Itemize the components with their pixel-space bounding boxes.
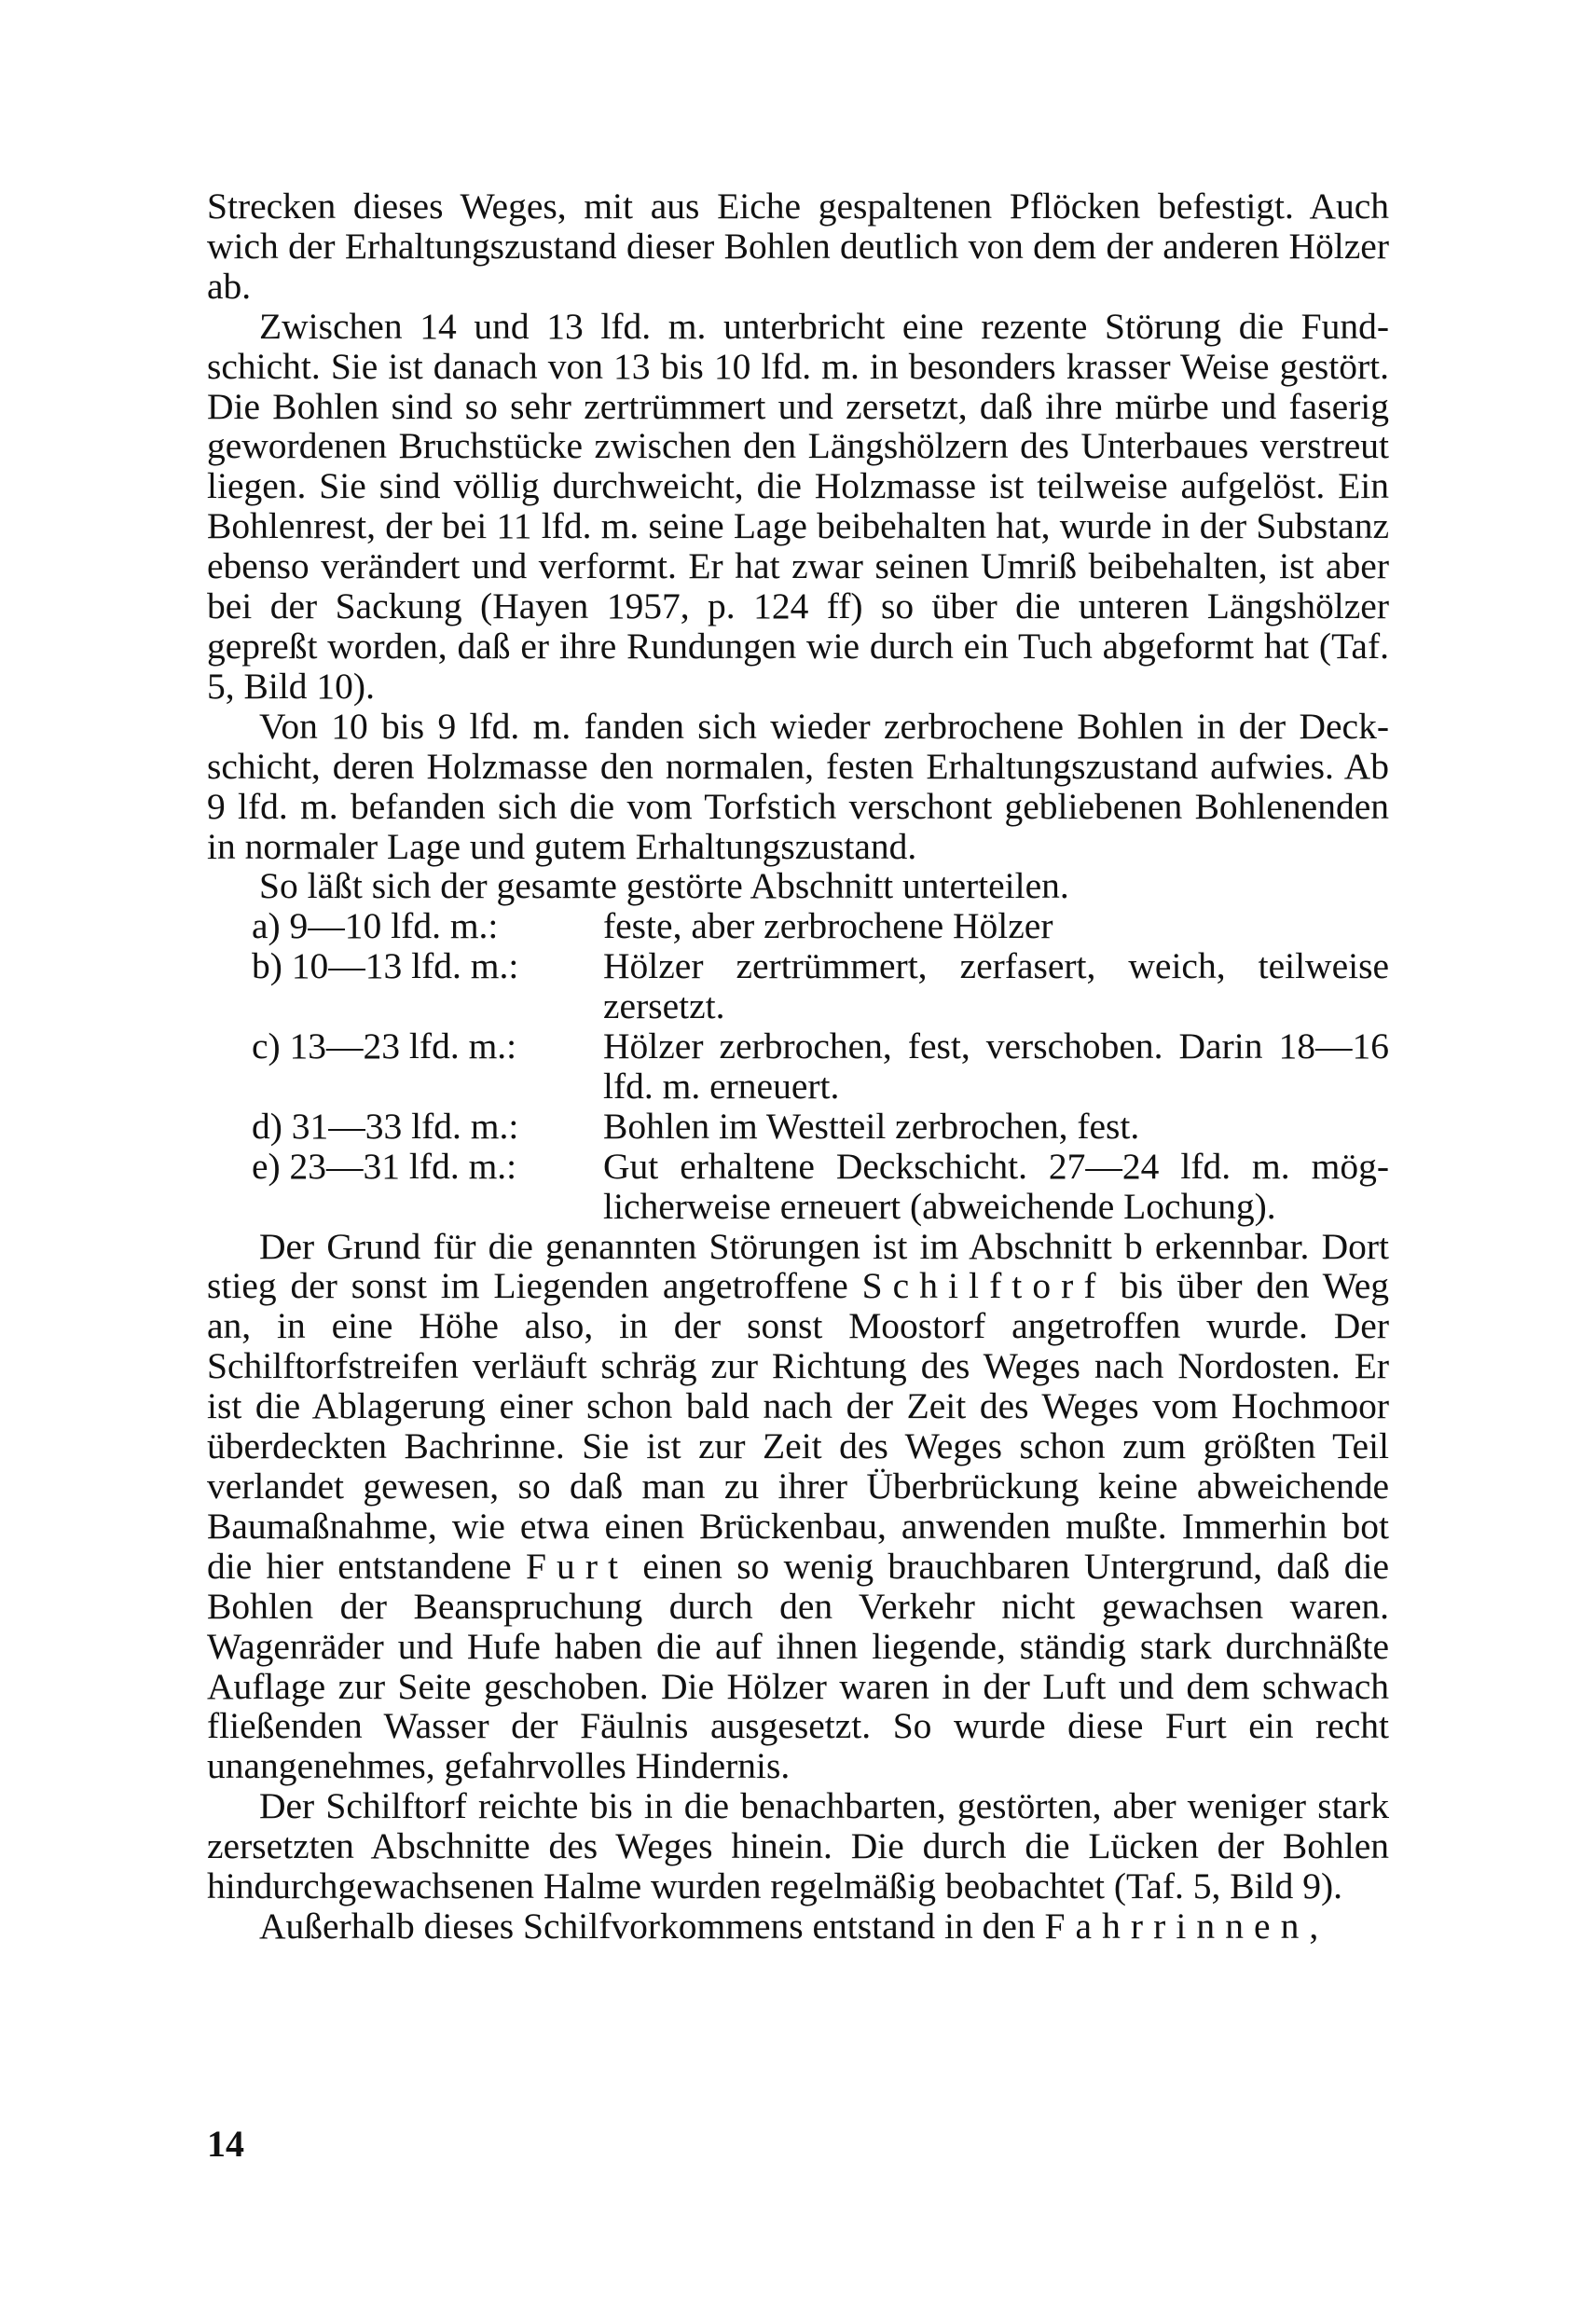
list-item-description: Gut erhaltene Deckschicht. 27—24 lfd. m. möglicherweise erneuert (abweichende Lochung). [603,1145,1389,1227]
paragraph-5-part-a: Der Grund für die genannten Störungen ist im Abschnitt b erkennbar. Dort stieg der sonst im Liegenden angetroffene [207,1225,1389,1307]
paragraph-7-part-a: Außerhalb dieses Schilfvorkommens entstand in den [259,1905,1045,1947]
paragraph-1: Strecken dieses Weges, mit aus Eiche gespaltenen Pflöcken befestigt. Auch wich der Erhaltungszustand dieser Bohlen deutlich von dem der anderen Hölzer ab. [207,186,1389,307]
list-item [207,1107,1389,1147]
paragraph-7 [207,1906,1389,1947]
list-item-description: Hölzer zerbrochen, fest, verschoben. Darin 18—16 lfd. m. erneuert. [603,1025,1389,1107]
list-item-range: e) 23—31 lfd. m.: [252,1145,517,1187]
list-item-description: Bohlen im Westteil zerbrochen, fest. [603,1105,1140,1147]
list-item [207,1147,1389,1227]
list-item [207,1026,1389,1107]
paragraph-5 [207,1227,1389,1787]
term-schilftorf: Schilftorf [861,1265,1107,1307]
paragraph-6: Der Schilftorf reichte bis in die benachbarten, gestörten, aber weniger stark zersetzten Abschnitte des Weges hinein. Die durch die Lücken der Bohlen hindurchgewachsenen Halme wurden regelmäßig beobachtet (Taf. 5, Bild 9). [207,1785,1389,1907]
term-fahrrinnen: Fahrrinnen [1044,1905,1310,1947]
list-item-description: feste, aber zerbrochene Hölzer [603,905,1053,947]
list-item-range: a) 9—10 lfd. m.: [252,905,499,947]
section-breakdown-list [207,906,1389,1226]
list-item [207,946,1389,1026]
list-item [207,906,1389,946]
paragraph-2: Zwischen 14 und 13 lfd. m. unterbricht eine rezente Störung die Fundschicht. Sie ist danach von 13 bis 10 lfd. m. in besonders krasser Weise gestört. Die Bohlen sind so sehr zertrümmert und zersetzt, daß ihre mürbe und faserig gewordenen Bruchstücke zwischen den Längshölzern des Unterbaues verstreut liegen. Sie sind völlig durchweicht, die Holzmasse ist teilweise aufgelöst. Ein Bohlenrest, der bei 11 lfd. m. seine Lage beibehalten hat, wurde in der Substanz ebenso verändert und verformt. Er hat zwar seinen Umriß beibehalten, ist aber bei der Sackung (Hayen 1957, p. 124 ff) so über die unteren Längshölzer gepreßt worden, daß er ihre Rundungen wie durch ein Tuch abgeformt hat (Taf. 5, Bild 10). [207,305,1389,707]
paragraph-5-part-b: bis über den Weg an, in eine Höhe also, in der sonst Moostorf angetroffen wurde. Der Schilftorfstreifen verläuft schräg zur Richtung des Weges nach Nordosten. Er ist die Ablagerung einer schon bald nach der Zeit des Weges vom Hochmoor überdeckten Bachrinne. Sie ist zur Zeit des Weges schon zum größten Teil verlandet gewesen, so daß man zu ihrer Überbrückung keine abweichende Baumaßnahme, wie etwa einen Brückenbau, anwenden mußte. Immerhin bot die hier entstandene [207,1265,1389,1587]
paragraph-4: So läßt sich der gesamte gestörte Abschnitt unterteilen. [259,865,1069,907]
paragraph-7-part-b: , [1309,1905,1319,1947]
list-item-range: c) 13—23 lfd. m.: [252,1025,517,1067]
page-body [207,186,1389,1947]
list-item-range: b) 10—13 lfd. m.: [252,945,519,987]
paragraph-5-part-c: einen so wenig brauchbaren Untergrund, daß die Bohlen der Beanspruchung durch den Verkehr nicht gewachsen waren. Wagenräder und Hufe haben die auf ihnen liegende, ständig stark durchnäßte Auflage zur Seite geschoben. Die Hölzer waren in der Luft und dem schwach fließenden Wasser der Fäulnis ausgesetzt. So wurde diese Furt ein recht unangenehmes, gefahrvolles Hindernis. [207,1545,1389,1787]
list-item-description: Hölzer zertrümmert, zerfasert, weich, teilweise zersetzt. [603,945,1389,1027]
page-number: 14 [207,2123,244,2165]
list-item-range: d) 31—33 lfd. m.: [252,1105,519,1147]
term-furt: Furt [525,1545,629,1587]
paragraph-3: Von 10 bis 9 lfd. m. fanden sich wieder zerbrochene Bohlen in der Deckschicht, deren Holzmasse den normalen, festen Erhaltungszustand aufwies. Ab 9 lfd. m. befanden sich die vom Torfstich verschont gebliebenen Bohlenenden in normaler Lage und gutem Erhaltungszustand. [207,705,1389,867]
